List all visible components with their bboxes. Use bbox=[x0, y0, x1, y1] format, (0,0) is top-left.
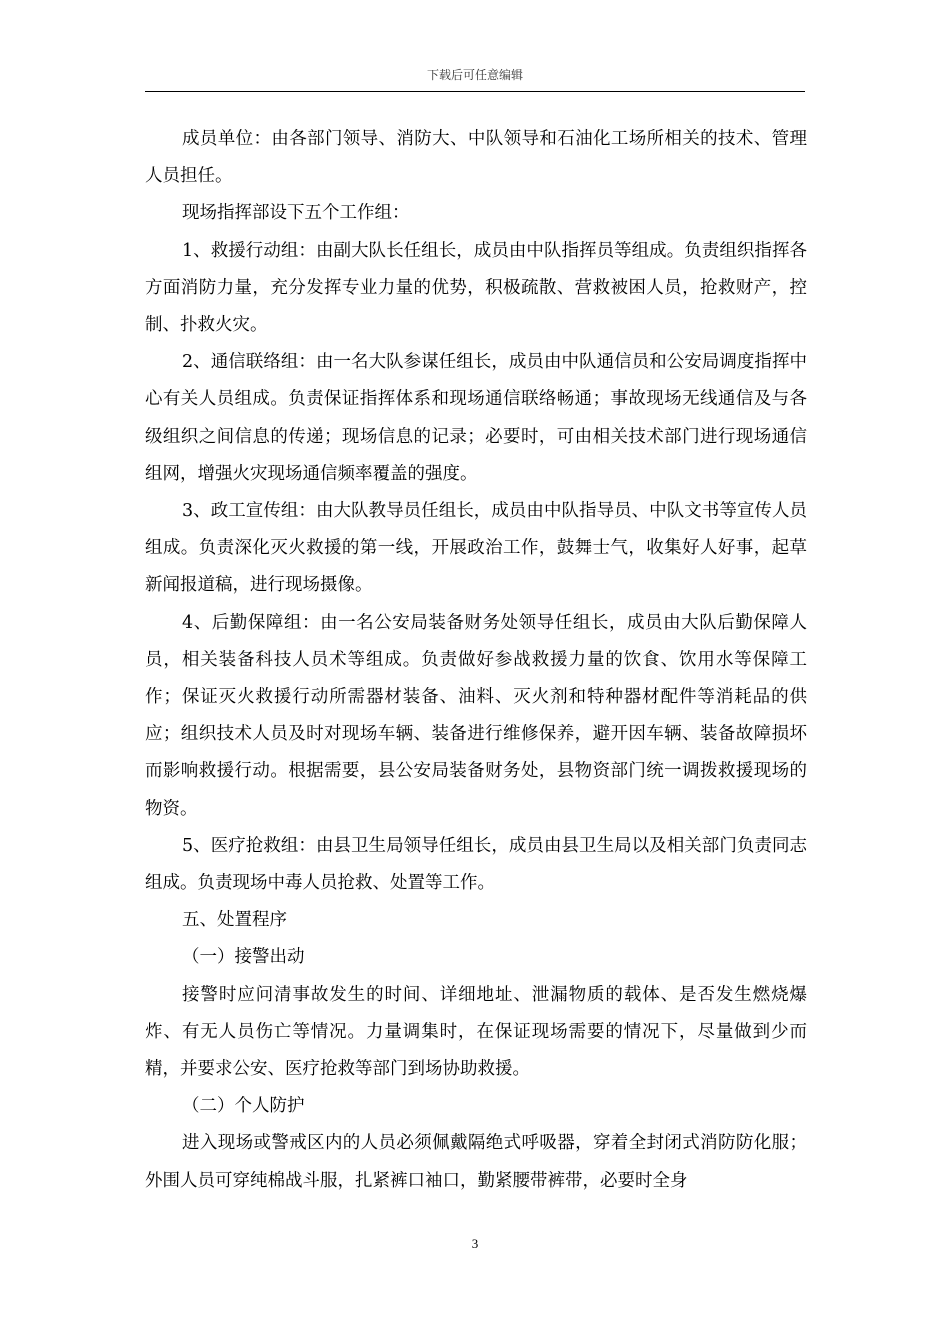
paragraph: 5、医疗抢救组：由县卫生局领导任组长，成员由县卫生局以及相关部门负责同志组成。负责现场中毒人员抢救、处置等工作。 bbox=[145, 835, 807, 894]
subsection-heading: （一）接警出动 bbox=[182, 947, 305, 968]
paragraph: 进入现场或警戒区内的人员必须佩戴隔绝式呼吸器，穿着全封闭式消防防化服；外围人员可穿纯棉战斗服，扎紧裤口袖口，勤紧腰带裤带，必要时全身 bbox=[145, 1133, 807, 1191]
paragraph: 成员单位：由各部门领导、消防大、中队领导和石油化工场所相关的技术、管理人员担任。 bbox=[145, 129, 807, 187]
header-divider bbox=[145, 91, 805, 92]
paragraph: 1、救援行动组：由副大队长任组长，成员由中队指挥员等组成。负责组织指挥各方面消防力量，充分发挥专业力量的优势，积极疏散、营救被困人员，抢救财产，控制、扑救火灾。 bbox=[145, 240, 807, 336]
paragraph: 现场指挥部设下五个工作组： bbox=[182, 203, 410, 224]
page-number: 3 bbox=[471, 1236, 479, 1251]
subsection-heading: （二）个人防护 bbox=[182, 1096, 305, 1117]
paragraph: 4、后勤保障组：由一名公安局装备财务处领导任组长，成员由大队后勤保障人员，相关装备科技人员术等组成。负责做好参战救援力量的饮食、饮用水等保障工作；保证灭火救援行动所需器材装备、油料、灭火剂和特种器材配件等消耗品的供应；组织技术人员及时对现场车辆、装备进行维修保养，避开因车辆、装备故障损坏而影响救援行动。根据需要，县公安局装备财务处，县物资部门统一调拨救援现场的物资。 bbox=[145, 612, 807, 819]
document-body bbox=[145, 121, 807, 1200]
section-heading: 五、处置程序 bbox=[182, 910, 287, 931]
paragraph: 2、通信联络组：由一名大队参谋任组长，成员由中队通信员和公安局调度指挥中心有关人员组成。负责保证指挥体系和现场通信联络畅通；事故现场无线通信及与各级组织之间信息的传递；现场信息的记录；必要时，可由相关技术部门进行现场通信组网，增强火灾现场通信频率覆盖的强度。 bbox=[145, 352, 807, 484]
paragraph: 接警时应问清事故发生的时间、详细地址、泄漏物质的载体、是否发生燃烧爆炸、有无人员伤亡等情况。力量调集时，在保证现场需要的情况下，尽量做到少而精，并要求公安、医疗抢救等部门到场协助救援。 bbox=[145, 984, 807, 1080]
page-header: 下载后可任意编辑 bbox=[426, 68, 523, 82]
paragraph: 3、政工宣传组：由大队教导员任组长，成员由中队指导员、中队文书等宣传人员组成。负责深化灭火救援的第一线，开展政治工作，鼓舞士气，收集好人好事，起草新闻报道稿，进行现场摄像。 bbox=[145, 501, 807, 596]
